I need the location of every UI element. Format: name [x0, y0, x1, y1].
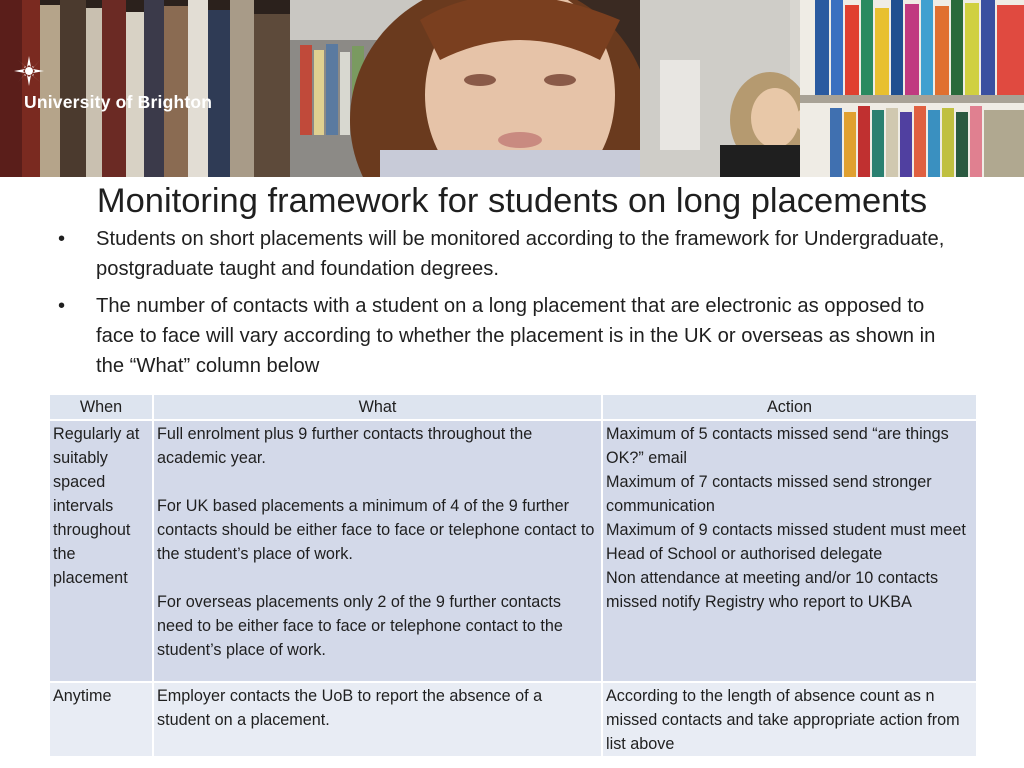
bullet-text: The number of contacts with a student on a long placement that are electronic as opposed to face to face will vary according to whether the placement is in the UK or overseas as shown in the “What” column below	[96, 295, 936, 377]
bullet-dot: •	[58, 295, 66, 317]
cell-what	[153, 420, 602, 682]
bullet-dot: •	[58, 228, 66, 250]
bullet-item	[56, 291, 956, 381]
action-item: According to the length of absence count as n missed contacts and take appropriate action from list above	[606, 687, 960, 753]
star-burst-icon	[14, 56, 44, 86]
cell-when: Anytime	[49, 682, 153, 757]
what-paragraph: Employer contacts the UoB to report the absence of a student on a placement.	[157, 687, 543, 729]
table-row	[49, 420, 977, 682]
table-row	[49, 682, 977, 757]
monitoring-table	[48, 393, 978, 758]
column-header-what: What	[153, 394, 602, 420]
column-header-when: When	[49, 394, 153, 420]
university-name: University of Brighton	[24, 92, 213, 112]
cell-action	[602, 682, 977, 757]
table-header-row	[49, 394, 977, 420]
bullet-list	[56, 224, 956, 388]
action-item: Maximum of 9 contacts missed student must meet Head of School or authorised delegate	[606, 521, 966, 563]
column-header-action: Action	[602, 394, 977, 420]
cell-when: Regularly at suitably spaced intervals throughout the placement	[49, 420, 153, 682]
what-paragraph: For overseas placements only 2 of the 9 further contacts need to be either face to face or telephone contact to the student’s place of work.	[157, 593, 563, 659]
page-title: Monitoring framework for students on long placements	[96, 182, 928, 220]
cell-what	[153, 682, 602, 757]
action-item: Maximum of 5 contacts missed send “are things OK?” email	[606, 425, 949, 467]
what-paragraph: Full enrolment plus 9 further contacts throughout the academic year.	[157, 425, 533, 467]
cell-action	[602, 420, 977, 682]
what-paragraph: For UK based placements a minimum of 4 of the 9 further contacts should be either face to face or telephone contact to the student’s place of work.	[157, 497, 595, 563]
action-item: Maximum of 7 contacts missed send stronger communication	[606, 473, 932, 515]
action-item: Non attendance at meeting and/or 10 contacts missed notify Registry who report to UKBA	[606, 569, 939, 611]
bullet-item	[56, 224, 956, 284]
library-photo-illustration	[0, 0, 1024, 177]
bullet-text: Students on short placements will be monitored according to the framework for Undergraduate, postgraduate taught and foundation degrees.	[96, 228, 945, 280]
header-banner-photo	[0, 0, 1024, 177]
